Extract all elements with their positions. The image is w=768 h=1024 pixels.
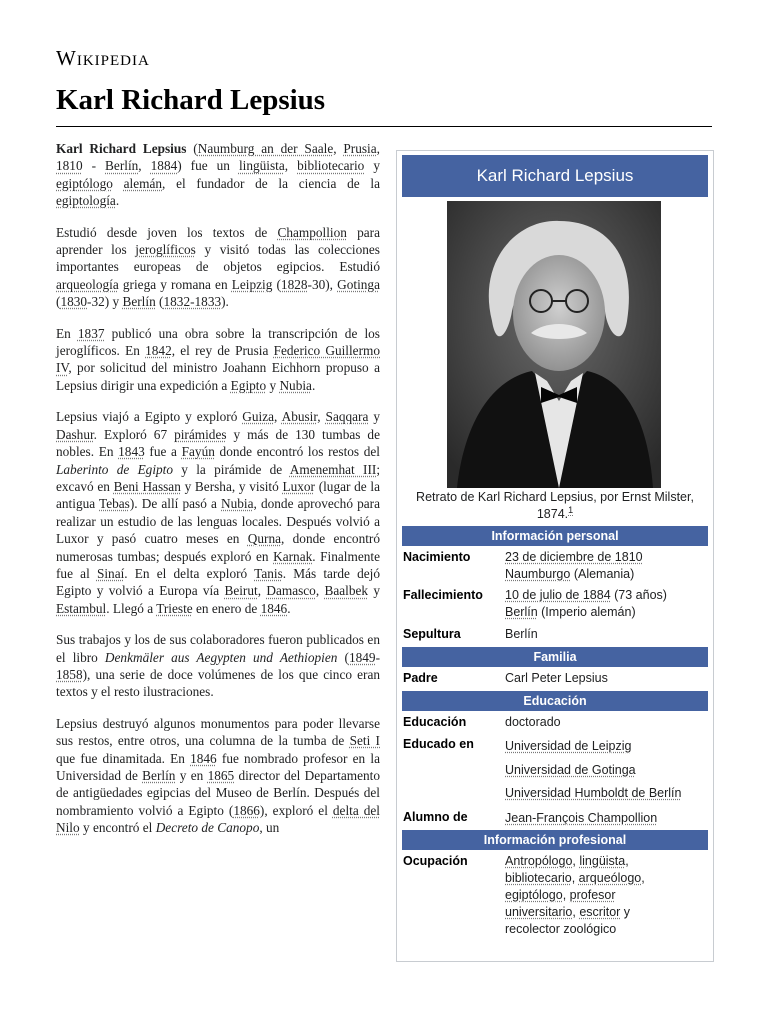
article-link[interactable]: Seti I (349, 733, 380, 749)
text-run: . (115, 193, 120, 209)
article-link[interactable]: Damasco (266, 583, 316, 599)
birth-value (505, 549, 710, 583)
death-date-link[interactable]: 10 de julio de 1884 (505, 588, 611, 602)
article-link[interactable]: Nubia (221, 496, 254, 512)
text-run: -32) y (87, 294, 123, 310)
death-place-link[interactable]: Berlín (505, 605, 538, 619)
article-link[interactable]: 1866 (233, 802, 260, 818)
text-run: y más de 130 tumbas de nobles. En (56, 426, 380, 460)
caption-text: Retrato de Karl Richard Lepsius, por Ernst Milster, 1874. (416, 490, 694, 521)
bold-term: Karl Richard Lepsius (56, 141, 187, 156)
text-run: , donde aprovechó para realizar un estudio de las lenguas locales. Después volvió a Luxor y pasó cuatro meses en (56, 496, 380, 547)
article-paragraph (56, 408, 380, 617)
birth-country: (Alemania) (573, 567, 635, 581)
text-run: Lepsius viajó a Egipto y exploró (56, 409, 243, 425)
text-run: , por solicitud del ministro Joahann Eichhorn propuso a Lepsius dirigir una expedición a (56, 360, 380, 393)
article-link[interactable]: Beni Hassan (113, 478, 181, 494)
article-link[interactable]: Gotinga (337, 276, 380, 292)
article-link[interactable]: Luxor (282, 478, 315, 494)
birth-date-link[interactable]: 23 de diciembre de 1810 (505, 550, 643, 564)
text-run: . (311, 377, 316, 393)
citation-ref[interactable]: 1 (568, 504, 574, 515)
text-run: , (333, 141, 344, 156)
death-label: Fallecimiento (403, 588, 483, 602)
section-professional-info: Información profesional (402, 830, 708, 850)
article-link[interactable]: 1846 (190, 750, 217, 766)
article-link[interactable]: 1810 (56, 158, 83, 174)
article-link[interactable]: egiptólogo (56, 175, 113, 191)
teacher-link[interactable]: Jean-François Champollion (505, 811, 658, 825)
text-run: y (266, 377, 280, 393)
article-link[interactable]: Federico Guillermo IV (56, 343, 381, 376)
text-run: que fue dinamitada. En (56, 750, 191, 766)
university-link[interactable]: Universidad de Leipzig (505, 739, 632, 753)
text-run: ( (56, 294, 61, 310)
educated-in-item[interactable] (505, 762, 710, 779)
article-link[interactable]: delta del Nilo (56, 802, 380, 836)
article-paragraph (56, 224, 380, 311)
text-run: y encontró el (79, 820, 156, 836)
article-link[interactable]: 1865 (207, 768, 235, 783)
article-link[interactable]: 1884 (150, 158, 178, 174)
title-divider (56, 126, 712, 127)
text-run: ), exploró el (259, 802, 333, 818)
educated-in-item[interactable] (505, 785, 710, 802)
occupation-link[interactable]: profesor universitario (505, 888, 616, 919)
text-run: griega y romana en (118, 276, 232, 292)
father-value: Carl Peter Lepsius (505, 671, 608, 685)
article-link[interactable]: Berlín (122, 294, 156, 310)
article-link[interactable]: Nubia (279, 377, 312, 393)
text-run: Estudió desde joven los textos de (56, 224, 278, 240)
text-run: , el fundador de la ciencia de la (162, 175, 380, 191)
article-link[interactable]: Estambul (56, 600, 107, 616)
text-run: . Más tarde dejó Egipto y volvió a Europa vía (56, 565, 380, 599)
text-run: ( (155, 294, 164, 310)
article-link[interactable]: 1846 (260, 600, 288, 616)
text-run (113, 176, 124, 191)
text-run: ; excavó en (56, 461, 381, 494)
text-run: y (368, 583, 380, 599)
portrait-image[interactable] (447, 201, 661, 488)
text-run: , (376, 141, 380, 156)
text-run: ( (337, 649, 349, 665)
article-link[interactable]: Tebas (99, 496, 130, 512)
article-link[interactable]: 1843 (118, 444, 145, 460)
text-run: para aprender los (56, 224, 380, 258)
occupation-text: recolector zoológico (505, 922, 617, 936)
text-run: , (284, 158, 298, 174)
text-run: . Llegó a (106, 600, 157, 616)
university-link[interactable]: Universidad Humboldt de Berlín (505, 786, 682, 800)
text-run: ). De allí pasó a (129, 496, 222, 512)
text-run: , (317, 409, 326, 425)
article-link[interactable]: Prusia (343, 141, 377, 156)
text-run: . En el delta exploró (124, 565, 255, 581)
article-link[interactable]: Baalbek (324, 583, 369, 599)
text-run: (lugar de la antigua (56, 478, 380, 512)
father-label: Padre (403, 671, 438, 685)
text-run: donde encontró los restos del (214, 444, 380, 460)
text-run: , donde encontró numerosas tumbas; después exploró en (56, 531, 380, 564)
article-link[interactable]: Qurna (247, 531, 281, 547)
text-run: publicó una obra sobre la transcripción de los jeroglíficos. En (56, 325, 380, 359)
text-run: . Exploró 67 (93, 426, 175, 442)
article-link[interactable]: Trieste (156, 600, 193, 616)
article-link[interactable]: jeroglíficos (135, 242, 196, 258)
text-run: director del Departamento de antigüedades egipcias del Museo de Berlín. Después del nombramiento volvió a Egipto ( (56, 768, 380, 818)
burial-label: Sepultura (403, 627, 461, 641)
section-family: Familia (402, 647, 708, 667)
article-link[interactable]: alemán (123, 175, 163, 191)
text-run: ), una serie de doce volúmenes de los que cinco eran textos y el resto ilustraciones. (56, 666, 380, 700)
image-caption (403, 489, 707, 523)
article-link[interactable]: Dashur (56, 426, 94, 442)
article-link[interactable]: Abusir (281, 409, 318, 425)
text-run: , un (259, 820, 280, 836)
text-run: , (274, 409, 282, 425)
article-link[interactable]: Egipto (230, 377, 267, 393)
article-link[interactable]: arqueología (56, 276, 119, 292)
text-run: y Bersha, y visitó (180, 478, 283, 494)
article-link[interactable]: Fayún (181, 444, 215, 460)
occupation-link[interactable]: arqueólogo (578, 871, 642, 885)
infobox (396, 150, 714, 962)
birth-label: Nacimiento (403, 550, 471, 564)
text-run: -30), (307, 276, 338, 292)
burial-value: Berlín (505, 627, 538, 641)
infobox-title: Karl Richard Lepsius (402, 155, 708, 197)
article-link[interactable]: 1842 (145, 343, 172, 359)
article-link[interactable]: Champollion (277, 224, 347, 240)
birth-place-link[interactable]: Naumburgo (505, 567, 571, 581)
article-link[interactable]: Amenemhat III (289, 461, 377, 477)
article-link[interactable]: Saqqara (325, 409, 369, 425)
article-link[interactable]: Berlín (105, 158, 139, 174)
text-run: y visitó todas las colecciones importantes europeas de objetos egipcios. Estudió (56, 242, 380, 275)
article-link[interactable]: pirámides (174, 426, 227, 442)
text-run: ) fue un (177, 158, 239, 174)
text-run: en enero de (192, 600, 261, 616)
article-link[interactable]: 1828 (280, 276, 308, 292)
article-link[interactable]: Karnak (273, 548, 313, 564)
article-link[interactable]: Berlín (142, 768, 176, 783)
article-link[interactable]: 1837 (77, 325, 105, 341)
student-of-value[interactable] (505, 810, 710, 827)
occupation-label: Ocupación (403, 854, 468, 868)
text-run: ( (272, 276, 281, 292)
text-run: y (364, 158, 380, 174)
occupation-value: Antropólogo, lingüista, bibliotecario, arqueólogo, egiptólogo, profesor universitario, escritor y recolector zoológico (505, 854, 645, 936)
article-link[interactable]: egiptología (56, 193, 116, 209)
text-run: - (375, 649, 380, 665)
article-link[interactable]: bibliotecario (297, 158, 365, 174)
article-link[interactable]: Leipzig (231, 276, 273, 292)
portrait-photo (447, 201, 661, 488)
article-paragraph (56, 325, 380, 395)
educated-in-item[interactable] (505, 738, 710, 755)
article-link[interactable]: Naumburg an der Saale (197, 141, 334, 156)
text-run: ). (221, 294, 229, 310)
text-run: fue nombrado profesor en la Universidad de (56, 750, 380, 783)
section-education: Educación (402, 691, 708, 711)
occupation-link[interactable]: lingüista (579, 854, 626, 868)
university-link[interactable]: Universidad de Gotinga (505, 763, 636, 777)
article-paragraph (56, 715, 380, 837)
text-run: , el rey de Prusia (171, 343, 274, 359)
text-run: fue a (144, 444, 182, 460)
article-link[interactable]: 1832-1833 (163, 294, 222, 310)
occupation-link[interactable]: egiptólogo (505, 888, 563, 902)
article-link[interactable]: Guiza (242, 409, 275, 425)
text-run: Lepsius destruyó algunos monumentos para poder llevarse sus restos, entre otros, una columna de la tumba de (56, 715, 380, 749)
text-run: Sus trabajos y los de sus colaboradores fueron publicados en el libro (56, 632, 380, 665)
death-age: (73 años) (610, 588, 667, 602)
text-run: y la pirámide de (173, 461, 290, 477)
italic-term: Decreto de Canopo (155, 820, 260, 836)
page-title: Karl Richard Lepsius (56, 84, 326, 116)
article-link[interactable]: 1858 (56, 666, 83, 682)
text-run: . (287, 600, 291, 616)
occupation-link[interactable]: escritor (579, 905, 621, 919)
text-run: En (56, 325, 78, 341)
article-paragraph (56, 140, 380, 210)
death-country: (Imperio alemán) (541, 605, 636, 619)
text-run: , (138, 158, 151, 174)
article-link[interactable]: Sinaí (96, 565, 125, 581)
article-link[interactable]: 1849 (348, 649, 376, 665)
text-run: ( (186, 141, 198, 156)
educated-in-label: Educado en (403, 737, 474, 751)
education-label: Educación (403, 715, 467, 729)
article-body (56, 140, 380, 851)
section-personal-info: Información personal (402, 526, 708, 546)
occupation-link[interactable]: Antropólogo (505, 854, 573, 868)
article-paragraph (56, 631, 380, 701)
wikipedia-wordmark[interactable]: Wikipedia (56, 46, 150, 70)
student-of-label: Alumno de (403, 810, 468, 824)
occupation-link[interactable]: bibliotecario (505, 871, 572, 885)
article-link[interactable]: lingüista (238, 158, 285, 174)
education-value: doctorado (505, 715, 561, 729)
text-run: y en (175, 768, 208, 783)
text-run: y (368, 409, 380, 425)
text-run: . Finalmente fue al (56, 548, 380, 581)
text-run: , (315, 583, 325, 599)
article-link[interactable]: 1830 (60, 294, 88, 310)
text-run: - (82, 158, 106, 174)
italic-term: Denkmäler aus Aegypten und Aethiopien (104, 649, 338, 665)
article-link[interactable]: Tanis (254, 565, 283, 581)
article-link[interactable]: Beirut (224, 583, 258, 599)
death-value (505, 587, 710, 621)
italic-term: Laberinto de Egipto (56, 461, 174, 477)
text-run: , (257, 583, 267, 599)
